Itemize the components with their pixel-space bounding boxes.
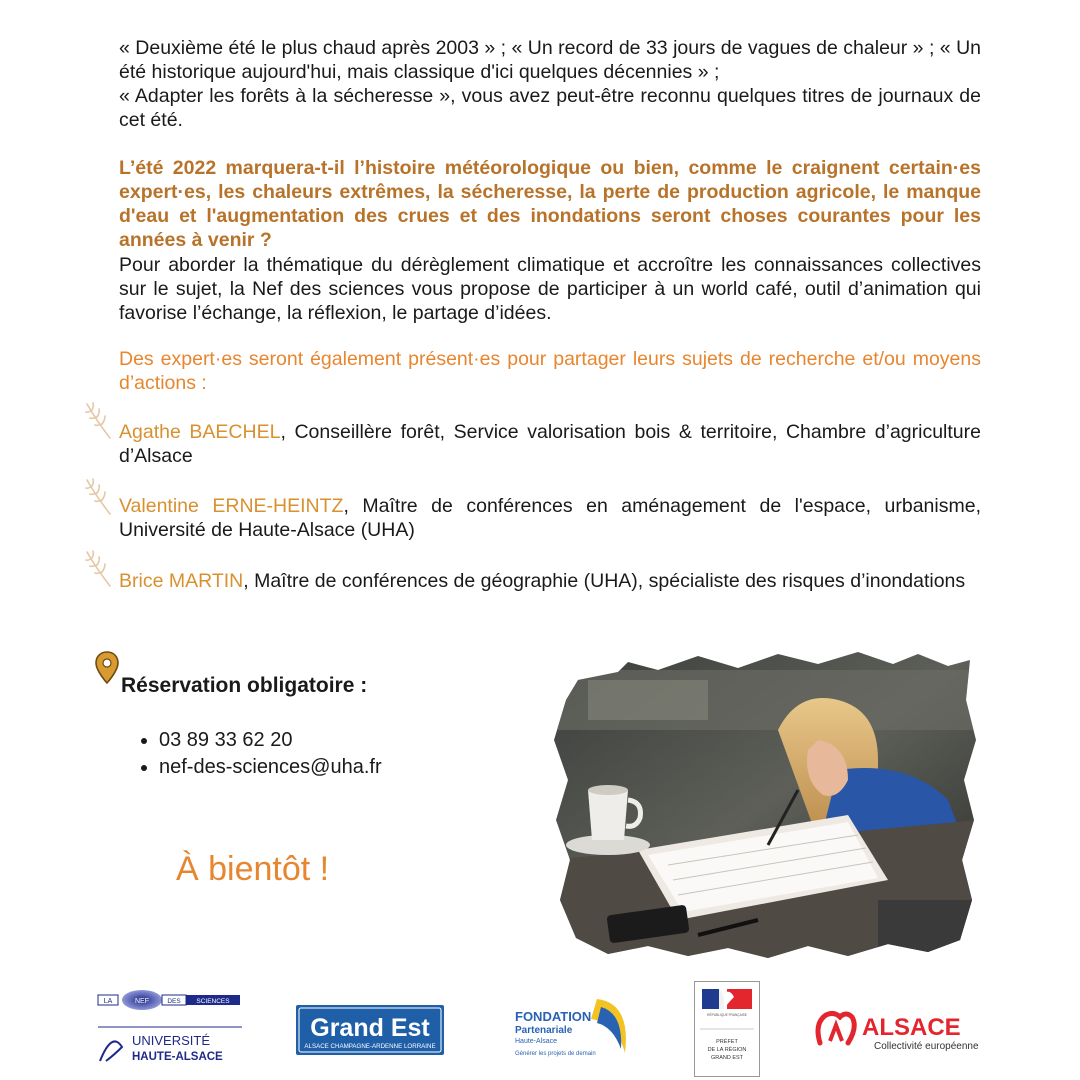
intro-paragraph	[119, 36, 981, 132]
prefet-line-1: PRÉFET	[716, 1039, 738, 1045]
leaf-icon	[84, 400, 112, 440]
expert-name: Valentine ERNE-HEINTZ	[119, 495, 344, 517]
nef-des-sciences-logo	[92, 981, 252, 1071]
reservation-title: Réservation obligatoire :	[121, 674, 368, 697]
uha-line-1: UNIVERSITÉ	[132, 1033, 211, 1048]
nef-nef-text: NEF	[135, 998, 149, 1005]
grand-est-logo	[296, 1005, 444, 1055]
expert-item	[119, 569, 981, 593]
cafe-photo	[548, 650, 978, 960]
nef-des-text: DES	[167, 998, 181, 1005]
expert-item	[119, 420, 981, 468]
fondation-line-2: Partenariale	[515, 1025, 573, 1036]
experts-intro: Des expert·es seront également présent·es pour partager leurs sujets de recherche et/ou moyens d’actions :	[119, 348, 981, 394]
intro-line-2: « Adapter les forêts à la sécheresse », vous avez peut-être reconnu quelques titres de journaux de cet été.	[119, 85, 981, 131]
location-pin-icon	[94, 650, 120, 686]
approach-paragraph: Pour aborder la thématique du dérèglement climatique et accroître les connaissances collectives sur le sujet, la Nef des sciences vous propose de participer à un world café, outil d’animation qui favorise l’échange, la réflexion, le partage d’idées.	[119, 254, 981, 324]
fondation-partenariale-logo	[505, 993, 635, 1063]
nef-la-text: LA	[103, 998, 113, 1005]
leaf-icon	[84, 476, 112, 516]
expert-description: , Maître de conférences en aménagement de l'espace, urbanisme, Université de Haute-Alsace (UHA)	[119, 495, 981, 541]
expert-description: , Conseillère forêt, Service valorisation bois & territoire, Chambre d’agriculture d’Alsace	[119, 421, 981, 467]
alsace-subtitle: Collectivité européenne	[874, 1041, 979, 1052]
expert-item	[119, 494, 981, 542]
phone-number[interactable]: • 03 89 33 62 20	[159, 727, 382, 754]
prefet-line-3: GRAND EST	[710, 1055, 744, 1061]
fondation-line-1: FONDATION	[515, 1009, 592, 1024]
partner-logos	[0, 975, 1080, 1080]
question-paragraph: L’été 2022 marquera-t-il l’histoire météorologique ou bien, comme le craignent certain·es expert·es, les chaleurs extrêmes, la sécheresse, la perte de production agricole, le manque d'eau et l'augmentation des crues et des inondations seront choses courantes pour les années à venir ?	[119, 157, 981, 251]
grand-est-subtitle: ALSACE CHAMPAGNE-ARDENNE LORRAINE	[304, 1043, 436, 1050]
grand-est-title: Grand Est	[310, 1014, 430, 1042]
alsace-title: ALSACE	[862, 1014, 961, 1041]
closing-text: À bientôt !	[176, 850, 330, 888]
prefet-republique: RÉPUBLIQUE FRANÇAISE	[707, 1013, 747, 1017]
email-address[interactable]: • nef-des-sciences@uha.fr	[159, 754, 382, 781]
prefet-line-2: DE LA RÉGION	[707, 1047, 747, 1053]
expert-name: Brice MARTIN	[119, 570, 244, 592]
alsace-logo	[812, 1005, 982, 1055]
leaf-icon	[84, 548, 112, 588]
contact-list	[135, 727, 382, 781]
uha-line-2: HAUTE-ALSACE	[132, 1051, 223, 1063]
prefet-grand-est-logo	[694, 981, 760, 1077]
intro-line-1: « Deuxième été le plus chaud après 2003 » ; « Un record de 33 jours de vagues de chaleur » ; « Un été historique aujourd'hui, mais classique d'ici quelques décennies » ;	[119, 37, 981, 83]
fondation-tagline: Générer les projets de demain	[515, 1051, 596, 1057]
fondation-line-3: Haute-Alsace	[515, 1038, 558, 1045]
expert-description: , Maître de conférences de géographie (UHA), spécialiste des risques d’inondations	[243, 570, 966, 592]
nef-sciences-text: SCIENCES	[196, 998, 230, 1005]
expert-name: Agathe BAECHEL	[119, 421, 281, 443]
